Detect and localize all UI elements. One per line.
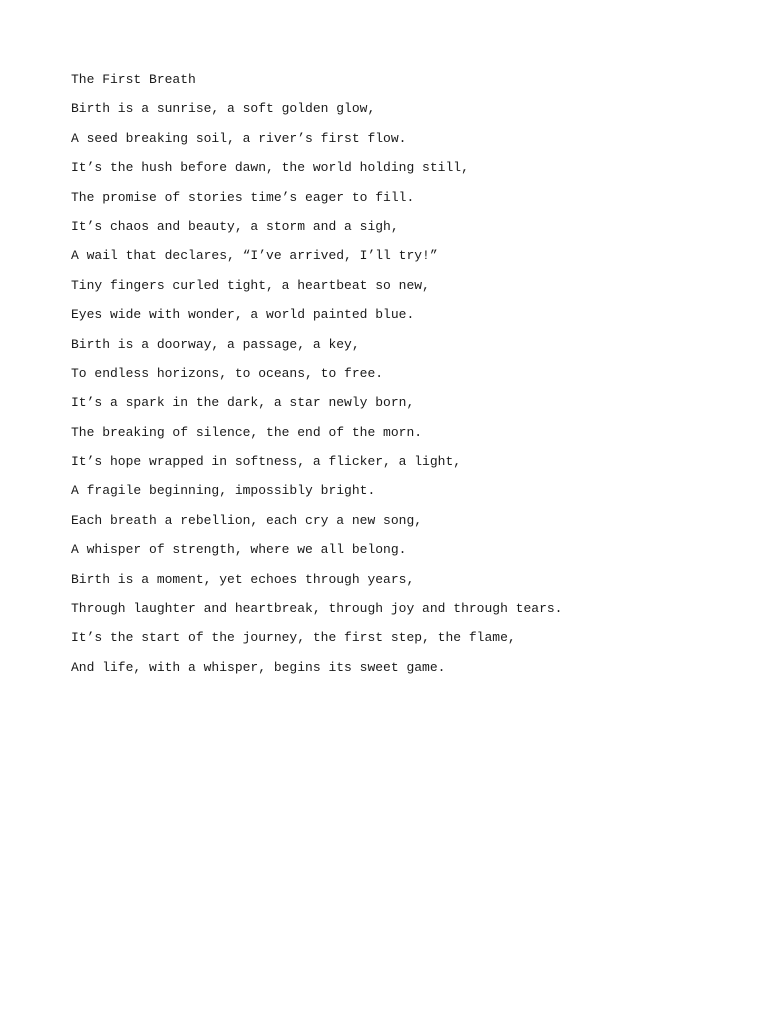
poem-line-4: The promise of stories time’s eager to fill. xyxy=(71,189,415,205)
poem-line-17: Birth is a moment, yet echoes through years, xyxy=(71,571,415,587)
poem-line-8: Eyes wide with wonder, a world painted blue. xyxy=(71,307,415,323)
poem-line-15: Each breath a rebellion, each cry a new song, xyxy=(71,512,423,528)
poem-line-9: Birth is a doorway, a passage, a key, xyxy=(71,336,360,352)
poem-line-6: A wail that declares, “I’ve arrived, I’ll try!” xyxy=(71,248,438,264)
poem-line-13: It’s hope wrapped in softness, a flicker, a light, xyxy=(71,454,462,470)
poem-line-10: To endless horizons, to oceans, to free. xyxy=(71,365,384,381)
poem-line-11: It’s a spark in the dark, a star newly born, xyxy=(71,395,415,411)
poem-line-19: It’s the start of the journey, the first step, the flame, xyxy=(71,630,516,646)
poem-line-16: A whisper of strength, where we all belong. xyxy=(71,542,407,558)
poem-line-1: Birth is a sunrise, a soft golden glow, xyxy=(71,101,376,117)
poem-line-14: A fragile beginning, impossibly bright. xyxy=(71,483,376,499)
poem-line-3: It’s the hush before dawn, the world holding still, xyxy=(71,160,469,176)
poem-line-12: The breaking of silence, the end of the morn. xyxy=(71,424,423,440)
poem-line-2: A seed breaking soil, a river’s first flow. xyxy=(71,130,407,146)
poem-title: The First Breath xyxy=(71,72,196,87)
poem-line-18: Through laughter and heartbreak, through joy and through tears. xyxy=(71,601,563,617)
poem-line-20: And life, with a whisper, begins its sweet game. xyxy=(71,659,446,675)
poem-line-7: Tiny fingers curled tight, a heartbeat so new, xyxy=(71,277,430,293)
poem-line-5: It’s chaos and beauty, a storm and a sigh, xyxy=(71,218,399,234)
